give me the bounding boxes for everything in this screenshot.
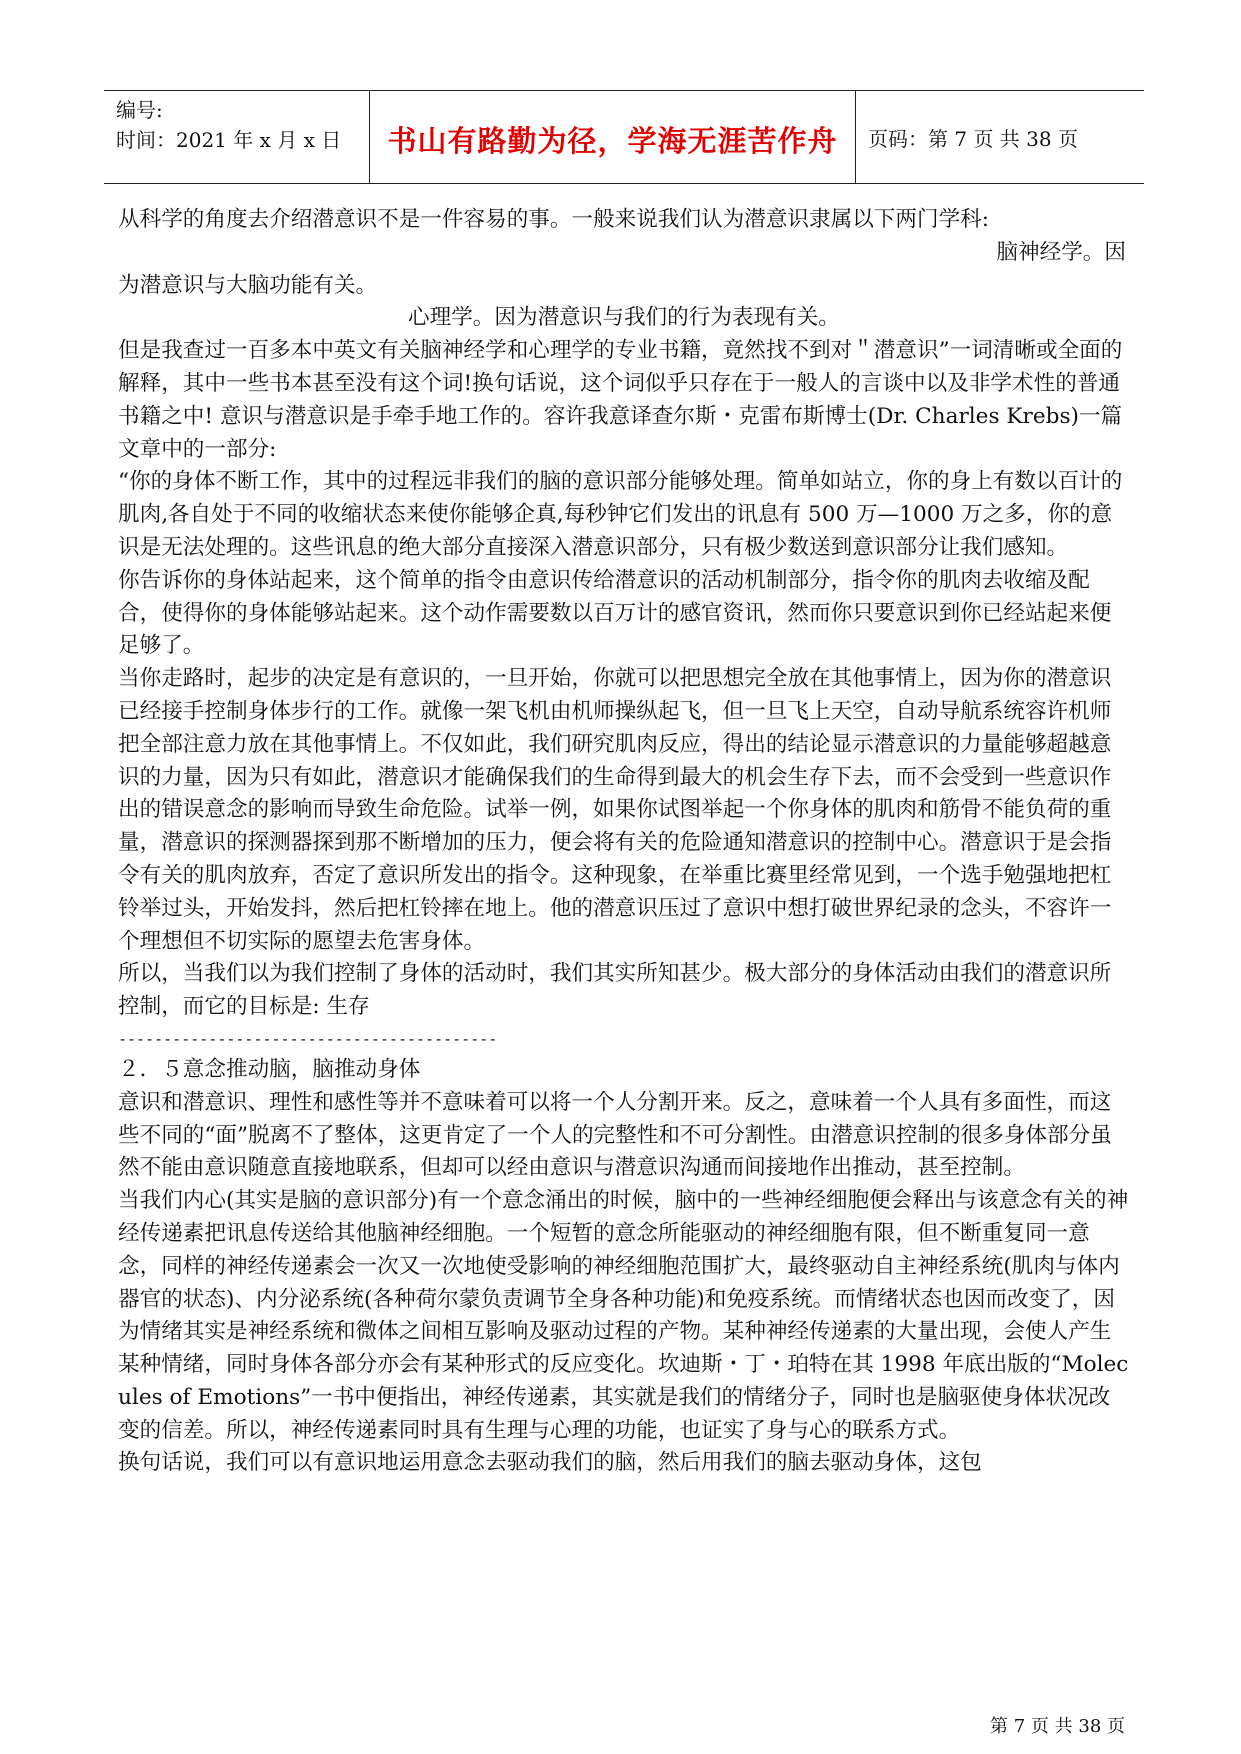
section-title: ２．５意念推动脑，脑推动身体: [118, 1056, 421, 1082]
divider-line: ------------------------------------------: [118, 1029, 498, 1048]
document-time-label: 时间：2021 年 x 月 x 日: [116, 128, 342, 152]
header-divider: [855, 91, 856, 183]
paragraph: 但是我查过一百多本中英文有关脑神经学和心理学的专业书籍，竟然找不到对＂潜意识”一词清晰或全面的解释，其中一些书本甚至没有这个词!换句话说，这个词似乎只存在于一般人的言谈中以及非学术性的普通书籍之中! 意识与潜意识是手牵手地工作的。容许我意译查尔斯・克雷布斯博士(Dr. Charles Krebs)一篇文章中的一部分:: [118, 338, 1123, 462]
header-info: [116, 95, 341, 155]
paragraph: 从科学的角度去介绍潜意识不是一件容易的事。一般来说我们认为潜意识隶属以下两门学科:: [118, 207, 990, 232]
document-number-label: 编号:: [116, 98, 163, 122]
paragraph: 为潜意识与大脑功能有关。: [118, 272, 378, 298]
paragraph: 当你走路时，起步的决定是有意识的，一旦开始，你就可以把思想完全放在其他事情上，因为你的潜意识已经接手控制身体步行的工作。就像一架飞机由机师操纵起飞，但一旦飞上天空，自动导航系统容许机师把全部注意力放在其他事情上。不仅如此，我们研究肌肉反应，得出的结论显示潜意识的力量能够超越意识的力量，因为只有如此，潜意识才能确保我们的生命得到最大的机会生存下去，而不会受到一些意识作出的错误意念的影响而导致生命危险。试举一例，如果你试图举起一个你身体的肌肉和筋骨不能负荷的重量，潜意识的探测器探到那不断增加的压力，便会将有关的危险通知潜意识的控制中心。潜意识于是会指令有关的肌肉放弃，否定了意识所发出的指令。这种现象，在举重比赛里经常见到，一个选手勉强地把杠铃举过头，开始发抖，然后把杠铃摔在地上。他的潜意识压过了意识中想打破世界纪录的念头，不容许一个理想但不切实际的愿望去危害身体。: [118, 666, 1112, 954]
paragraph: 当我们内心(其实是脑的意识部分)有一个意念涌出的时候，脑中的一些神经细胞便会释出与该意念有关的神经传递素把讯息传送给其他脑神经细胞。一个短暂的意念所能驱动的神经细胞有限，但不断重复同一意念，同样的神经传递素会一次又一次地使受影响的神经细胞范围扩大，最终驱动自主神经系统(肌肉与体内器官的状态)、内分泌系统(各种荷尔蒙负责调节全身各种功能)和免疫系统。而情绪状态也因而改变了，因为情绪其实是神经系统和微体之间相互影响及驱动过程的产物。某种神经传递素的大量出现，会使人产生某种情绪，同时身体各部分亦会有某种形式的反应变化。坎迪斯・丁・珀特在其 1998 年底出版的“Molecules of Emotions”一书中便指出，神经传递素，其实就是我们的情绪分子，同时也是脑驱使身体状况改变的信差。所以，神经传递素同时具有生理与心理的功能，也证实了身与心的联系方式。: [118, 1188, 1129, 1443]
paragraph: “你的身体不断工作，其中的过程远非我们的脑的意识部分能够处理。简单如站立，你的身上有数以百计的肌肉,各自处于不同的收缩状态来使你能够企真,每秒钟它们发出的讯息有 500 万—1000 万之多，你的意识是无法处理的。这些讯息的绝大部分直接深入潜意识部分，只有极少数送到意识部分让我们感知。: [118, 469, 1123, 560]
paragraph: 换句话说，我们可以有意识地运用意念去驱动我们的脑，然后用我们的脑去驱动身体，这包: [118, 1450, 982, 1476]
header-motto: 书山有路勤为径，学海无涯苦作舟: [387, 124, 838, 158]
paragraph: 心理学。因为潜意识与我们的行为表现有关。: [408, 305, 840, 331]
document-body: [118, 204, 1130, 1480]
page-footer: 第 7 页 共 38 页: [990, 1716, 1125, 1737]
paragraph: 意识和潜意识、理性和感性等并不意味着可以将一个人分割开来。反之，意味着一个人具有多面性，而这些不同的“面”脱离不了整体，这更肯定了一个人的完整性和不可分割性。由潜意识控制的很多身体部分虽然不能由意识随意直接地联系，但却可以经由意识与潜意识沟通而间接地作出推动，甚至控制。: [118, 1089, 1112, 1181]
header-page-number: 页码：第 7 页 共 38 页: [868, 127, 1078, 151]
paragraph: 所以，当我们以为我们控制了身体的活动时，我们其实所知甚少。极大部分的身体活动由我们的潜意识所控制，而它的目标是: 生存: [118, 961, 1112, 1020]
page-header: [104, 90, 1144, 184]
paragraph: 脑神经学。因: [996, 239, 1126, 265]
paragraph: 你告诉你的身体站起来，这个简单的指令由意识传给潜意识的活动机制部分，指令你的肌肉去收缩及配合，使得你的身体能够站起来。这个动作需要数以百万计的感官资讯，然而你只要意识到你已经站起来便足够了。: [118, 567, 1112, 659]
